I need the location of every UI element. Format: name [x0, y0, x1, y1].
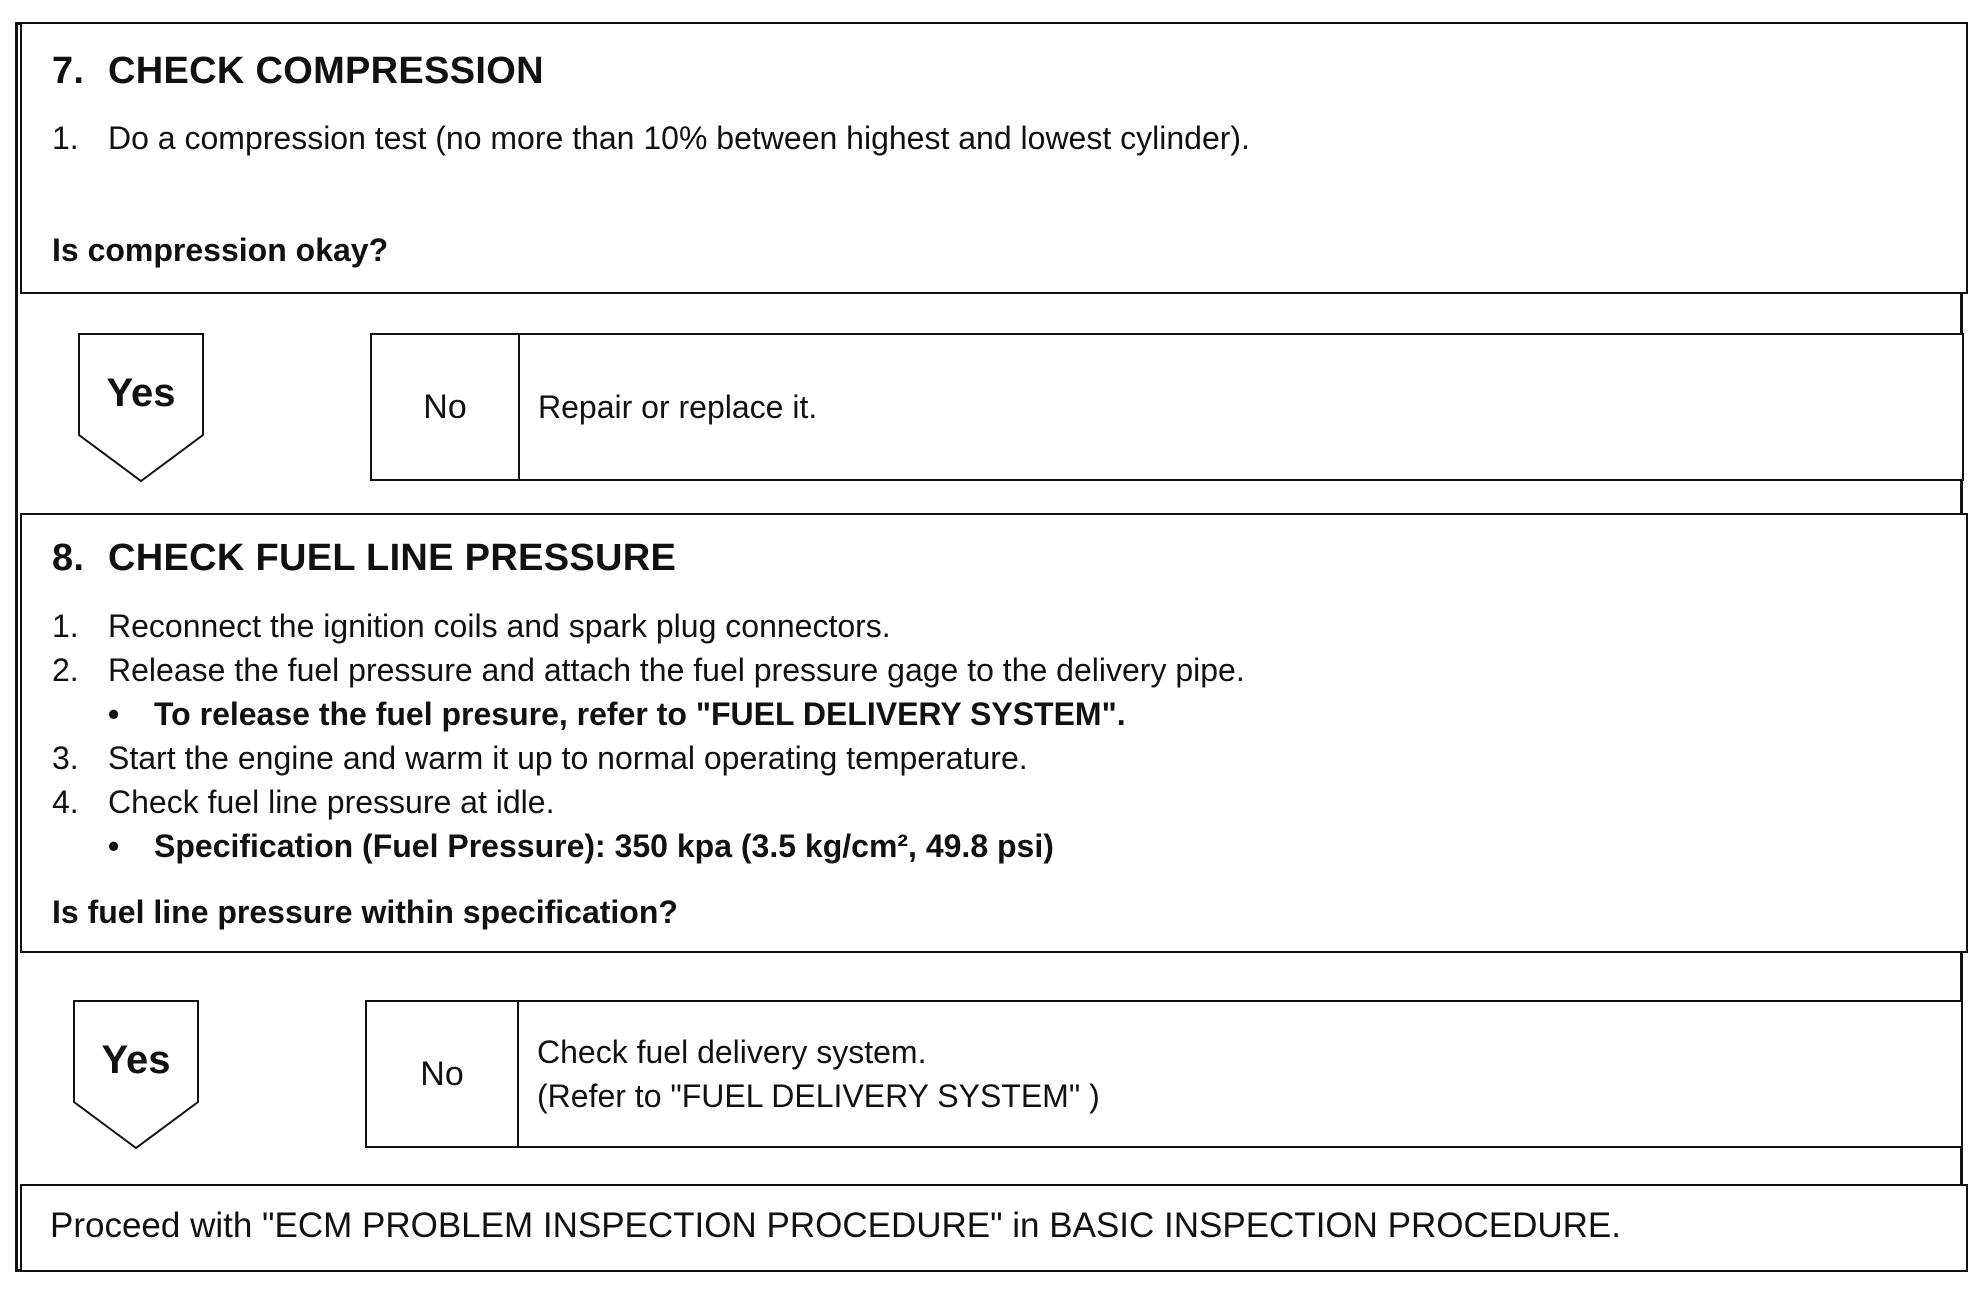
step-8-line-4 — [52, 784, 554, 821]
bullet-dot-icon: • — [108, 828, 120, 864]
step-8-title-text: CHECK FUEL LINE PRESSURE — [108, 537, 677, 579]
step-7-yes-label: Yes — [106, 371, 176, 415]
step-8-line-1-text: Reconnect the ignition coils and spark plug connectors. — [108, 608, 891, 644]
step-8-line-3 — [52, 740, 1028, 777]
step-7-no-action: Repair or replace it. — [538, 389, 818, 425]
final-instruction-text: Proceed with "ECM PROBLEM INSPECTION PROCEDURE" in BASIC INSPECTION PROCEDURE. — [50, 1206, 1622, 1245]
step-8-question: Is fuel line pressure within specification? — [52, 894, 678, 930]
step-8-bullet-2 — [108, 828, 1054, 865]
step-8-line-2-number: 2. — [52, 652, 79, 688]
step-8-yes-label: Yes — [101, 1038, 171, 1082]
step-8-title — [52, 537, 676, 580]
step-7-line-1-text: Do a compression test (no more than 10% between highest and lowest cylinder). — [108, 120, 1250, 156]
step-8-line-1-number: 1. — [52, 608, 79, 644]
step-7-yes-arrow — [78, 333, 204, 483]
step-8-bullet-1 — [108, 696, 1126, 733]
step-7-question: Is compression okay? — [52, 232, 389, 268]
step-8-panel — [20, 513, 1968, 953]
step-7-line-1 — [52, 120, 1250, 157]
step-8-line-3-number: 3. — [52, 740, 79, 776]
step-8-line-3-text: Start the engine and warm it up to normal operating temperature. — [108, 740, 1028, 776]
step-8-line-1 — [52, 608, 891, 645]
step-7-no-label: No — [372, 335, 520, 479]
step-8-line-2-text: Release the fuel pressure and attach the fuel pressure gage to the delivery pipe. — [108, 652, 1245, 688]
step-8-no-action-line-1: Check fuel delivery system. — [537, 1034, 927, 1070]
step-7-panel — [20, 22, 1968, 294]
step-8-no-label: No — [367, 1002, 519, 1146]
step-8-yes-arrow — [73, 1000, 199, 1150]
step-8-line-4-text: Check fuel line pressure at idle. — [108, 784, 555, 820]
step-7-title — [52, 50, 544, 93]
step-8-no-action-line-2: (Refer to "FUEL DELIVERY SYSTEM" ) — [537, 1078, 1100, 1114]
step-8-line-2 — [52, 652, 1245, 689]
step-8-bullet-1-text: To release the fuel presure, refer to "FUEL DELIVERY SYSTEM". — [154, 696, 1126, 732]
step-7-title-text: CHECK COMPRESSION — [108, 50, 544, 92]
step-8-bullet-2-text: Specification (Fuel Pressure): 350 kpa (3.5 kg/cm², 49.8 psi) — [154, 828, 1054, 864]
step-8-no-box — [365, 1000, 1963, 1148]
step-8-number: 8. — [52, 537, 85, 579]
final-instruction-panel — [20, 1184, 1968, 1272]
step-8-line-4-number: 4. — [52, 784, 79, 820]
step-7-number: 7. — [52, 50, 85, 92]
step-7-line-1-number: 1. — [52, 120, 79, 156]
bullet-dot-icon: • — [108, 696, 120, 732]
step-7-no-box — [370, 333, 1964, 481]
